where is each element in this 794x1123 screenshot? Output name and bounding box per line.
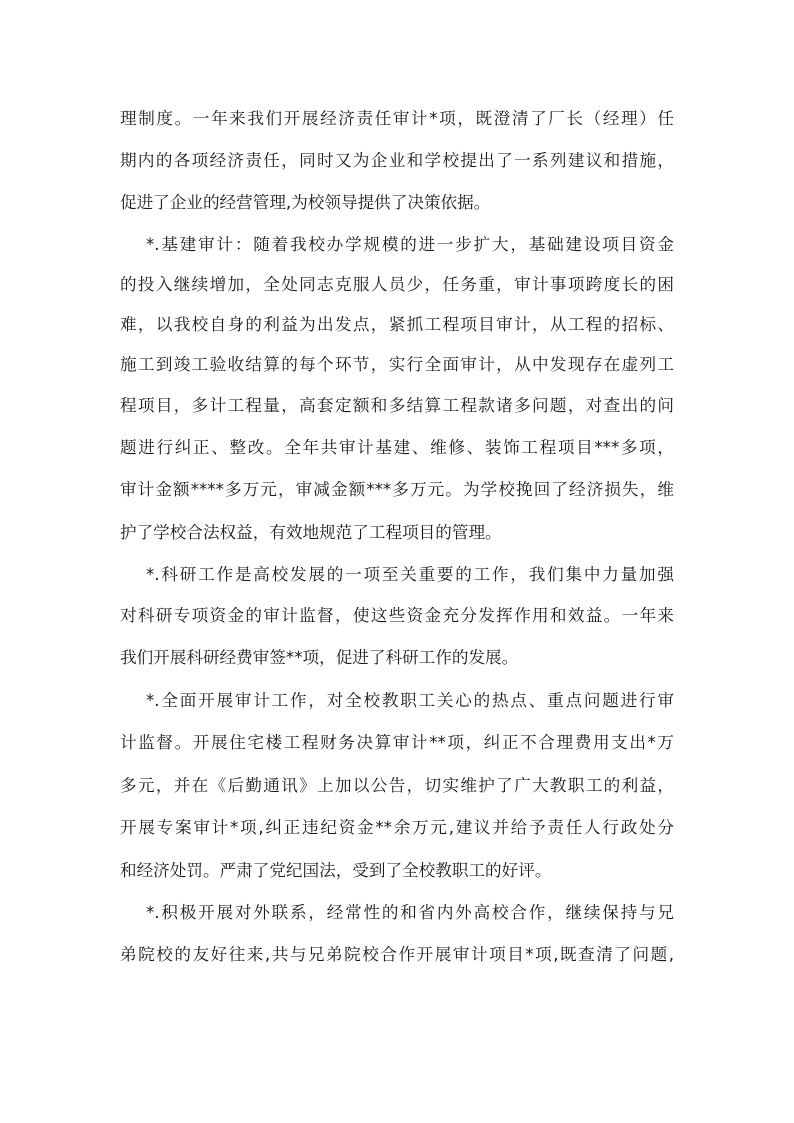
paragraph-line: 程项目，多计工程量，高套定额和多结算工程款诸多问题，对查出的问 bbox=[120, 396, 674, 415]
paragraph-line: 和经济处罚。严肃了党纪国法，受到了全校教职工的好评。 bbox=[120, 861, 552, 880]
paragraph-line: 多元，并在《后勤通讯》上加以公告，切实维护了广大教职工的利益， bbox=[120, 776, 674, 795]
paragraph-line: 期内的各项经济责任，同时又为企业和学校提出了一系列建议和措施， bbox=[120, 151, 674, 170]
paragraph-line: 弟院校的友好往来,共与兄弟院校合作开展审计项目*项,既查清了问题, bbox=[120, 945, 674, 964]
paragraph-line: 施工到竣工验收结算的每个环节，实行全面审计，从中发现存在虚列工 bbox=[120, 355, 674, 374]
paragraph-line: 对科研专项资金的审计监督，使这些资金充分发挥作用和效益。一年来 bbox=[120, 606, 674, 625]
paragraph-line: 计监督。开展住宅楼工程财务决算审计**项，纠正不合理费用支出*万 bbox=[120, 733, 674, 752]
paragraph-line: *.全面开展审计工作，对全校教职工关心的热点、重点问题进行审 bbox=[146, 691, 674, 710]
paragraph-line: 理制度。一年来我们开展经济责任审计*项，既澄清了厂长（经理）任 bbox=[120, 109, 674, 128]
paragraph-line: *.基建审计：随着我校办学规模的进一步扩大，基础建设项目资金 bbox=[146, 235, 674, 254]
paragraph-line: 促进了企业的经营管理,为校领导提供了决策依据。 bbox=[120, 193, 491, 212]
paragraph-line: 的投入继续增加，全处同志克服人员少，任务重，审计事项跨度长的困 bbox=[120, 275, 674, 294]
paragraph-line: 开展专案审计*项,纠正违纪资金**余万元,建议并给予责任人行政处分 bbox=[120, 818, 674, 837]
paragraph-line: 护了学校合法权益，有效地规范了工程项目的管理。 bbox=[120, 523, 502, 542]
paragraph-line: 审计金额****多万元，审减金额***多万元。为学校挽回了经济损失，维 bbox=[120, 480, 674, 499]
paragraph-line: 我们开展科研经费审签**项，促进了科研工作的发展。 bbox=[120, 648, 519, 667]
paragraph-line: *.科研工作是高校发展的一项至关重要的工作，我们集中力量加强 bbox=[146, 565, 674, 584]
paragraph-line: 难，以我校自身的利益为出发点，紧抓工程项目审计，从工程的招标、 bbox=[120, 315, 674, 334]
paragraph-line: 题进行纠正、整改。全年共审计基建、维修、装饰工程项目***多项， bbox=[120, 438, 674, 457]
paragraph-line: *.积极开展对外联系，经常性的和省内外高校合作，继续保持与兄 bbox=[146, 903, 674, 922]
